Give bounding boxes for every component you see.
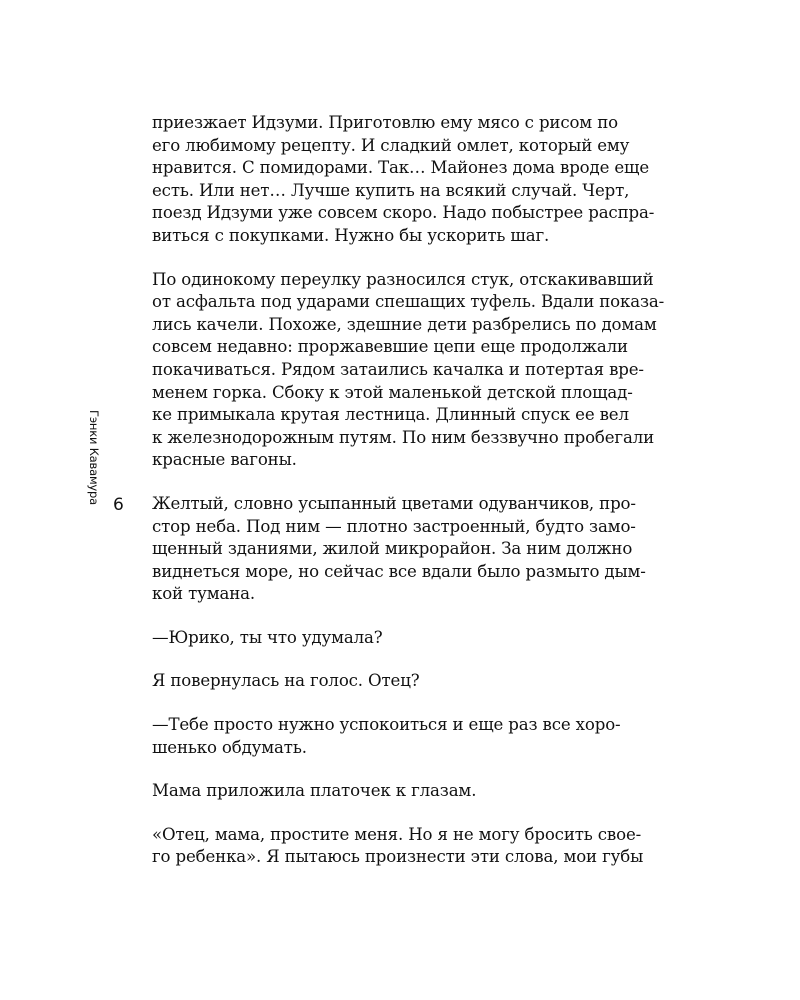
paragraph xyxy=(152,112,712,248)
text-line: «Отец, мама, простите меня. Но я не могу бросить свое- xyxy=(152,824,642,844)
text-line: приезжает Идзуми. Приготовлю ему мясо с рисом по xyxy=(152,113,618,132)
paragraph xyxy=(152,780,712,803)
text-line: шенько обдумать. xyxy=(152,737,307,757)
paragraph xyxy=(152,627,712,650)
text-line: Желтый, словно усыпанный цветами одуванчиков, про- xyxy=(152,493,636,513)
text-line: от асфальта под ударами спешащих туфель. Вдали показа- xyxy=(152,292,665,312)
text-line: По одинокому переулку разносился стук, отскакивавший xyxy=(152,269,654,289)
text-line: его любимому рецепту. И сладкий омлет, который ему xyxy=(152,135,630,155)
text-line: покачиваться. Рядом затаились качалка и потертая вре- xyxy=(152,359,644,379)
paragraph xyxy=(152,493,712,606)
text-line: красные вагоны. xyxy=(152,450,297,470)
text-line: Мама приложила платочек к глазам. xyxy=(152,781,477,801)
text-line: кой тумана. xyxy=(152,584,256,604)
running-head: Гэнки Кавамура xyxy=(87,410,101,505)
text-line: совсем недавно: проржавевшие цепи еще продолжали xyxy=(152,337,628,357)
body-text xyxy=(152,112,712,890)
text-line: —Юрико, ты что удумала? xyxy=(152,627,383,647)
text-line: —Тебе просто нужно успокоиться и еще раз все хоро- xyxy=(152,715,621,735)
text-line: нравится. С помидорами. Так… Майонез дома вроде еще xyxy=(152,158,650,178)
text-line: менем горка. Сбоку к этой маленькой детской площад- xyxy=(152,382,633,402)
text-line: щенный зданиями, жилой микрорайон. За ним должно xyxy=(152,539,633,559)
text-line: поезд Идзуми уже совсем скоро. Надо побыстрее распра- xyxy=(152,203,655,223)
text-line: виднеться море, но сейчас все вдали было размыто дым- xyxy=(152,561,646,581)
text-line: к железнодорожным путям. По ним беззвучно пробегали xyxy=(152,427,655,447)
paragraph xyxy=(152,269,712,472)
text-line: есть. Или нет… Лучше купить на всякий случай. Черт, xyxy=(152,180,630,200)
text-line: го ребенка». Я пытаюсь произнести эти слова, мои губы xyxy=(152,847,644,867)
text-line: лись качели. Похоже, здешние дети разбрелись по домам xyxy=(152,314,657,334)
paragraph xyxy=(152,670,712,693)
text-line: стор неба. Под ним — плотно застроенный, будто замо- xyxy=(152,516,636,536)
page-number: 6 xyxy=(113,495,124,515)
text-line: виться с покупками. Нужно бы ускорить шаг. xyxy=(152,225,550,245)
paragraph xyxy=(152,824,712,869)
paragraph xyxy=(152,714,712,759)
text-line: Я повернулась на голос. Отец? xyxy=(152,671,420,691)
text-line: ке примыкала крутая лестница. Длинный спуск ее вел xyxy=(152,405,629,425)
